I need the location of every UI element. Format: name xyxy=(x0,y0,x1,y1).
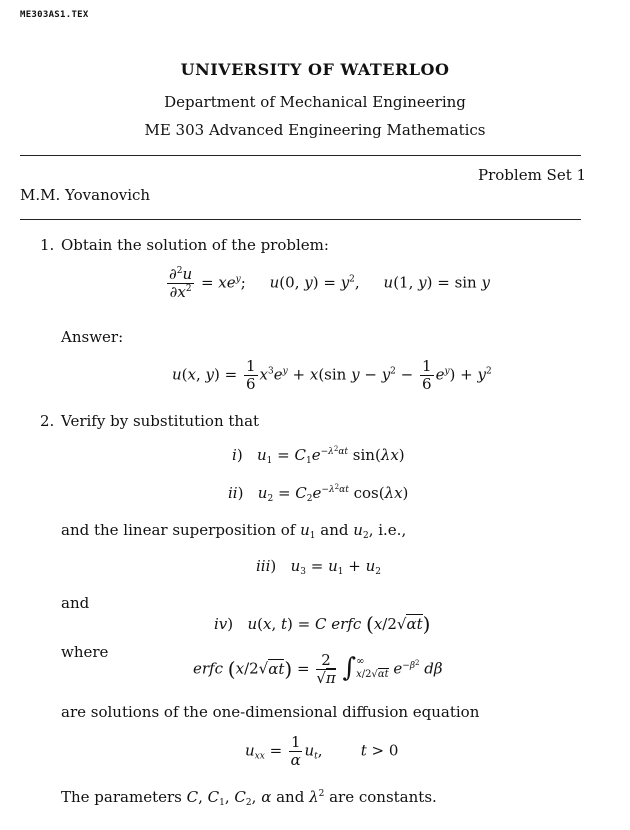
equation-diffusion: $u_{xx}$ = $\frac{1}{\alpha}$ $u_t$, t > 0 xyxy=(245,733,399,769)
superposition-ie: , i.e., xyxy=(368,521,407,539)
author-name: M.M. Yovanovich xyxy=(20,186,151,204)
where-label: where xyxy=(61,643,109,661)
problem-2-prompt: Verify by substitution that xyxy=(61,412,260,430)
equation-iv: iv) u(x, t) = C erfc (x/2√αt) xyxy=(214,612,431,636)
equation-ii: ii) $u_2 = C_2e^{-\lambda^2\alpha t}$ cos(λx) xyxy=(228,483,409,504)
parameters-text: The parameters C, $C_1$, $C_2$, α and $\lambda^2$ are constants. xyxy=(61,788,437,808)
equation-iii: iii) $u_3 = u_1 + u_2$ xyxy=(256,557,381,577)
equation-pde-1: $\frac{\partial^2u}{\partial x^2}$ = $xe^y$; u(0, $y) = y^2$, u(1, y) = sin y xyxy=(169,265,490,301)
top-rule xyxy=(20,155,581,156)
parameters-tail: are constants. xyxy=(329,788,437,806)
solutions-text: are solutions of the one-dimensional diffusion equation xyxy=(61,703,480,721)
equation-i: i) $u_1 = C_1e^{-\lambda^2\alpha t}$ sin(λx) xyxy=(232,445,405,466)
and-label: and xyxy=(61,594,90,612)
parameters-lead: The parameters xyxy=(61,788,182,806)
superposition-and: and xyxy=(320,521,349,539)
department-name: Department of Mechanical Engineering xyxy=(164,93,466,111)
bottom-rule xyxy=(20,219,581,220)
problem-1-number: 1. xyxy=(40,236,55,254)
file-name: ME303AS1.TEX xyxy=(20,10,89,20)
equation-erfc-definition: erfc (x/2√αt) = $\frac{2}{√\pi}$ ∫∞ x/2√αt $e^{-\beta^2}$ dβ xyxy=(193,651,443,687)
superposition-lead: and the linear superposition of xyxy=(61,521,296,539)
equation-answer: u(x, y) = $\frac{1}{6}$ $x^3e^y + x(\sin$ $y - y^2$ − $\frac{1}{6}$ $e^y) + y^2$ xyxy=(172,357,492,393)
university-title: UNIVERSITY OF WATERLOO xyxy=(180,60,450,79)
superposition-text: and the linear superposition of $u_1$ and $u_2$, i.e., xyxy=(61,521,407,541)
answer-label: Answer: xyxy=(61,328,124,346)
problem-set-label: Problem Set 1 xyxy=(478,166,587,184)
problem-2-number: 2. xyxy=(40,412,55,430)
course-title: ME 303 Advanced Engineering Mathematics xyxy=(144,121,486,139)
problem-1-prompt: Obtain the solution of the problem: xyxy=(61,236,329,254)
